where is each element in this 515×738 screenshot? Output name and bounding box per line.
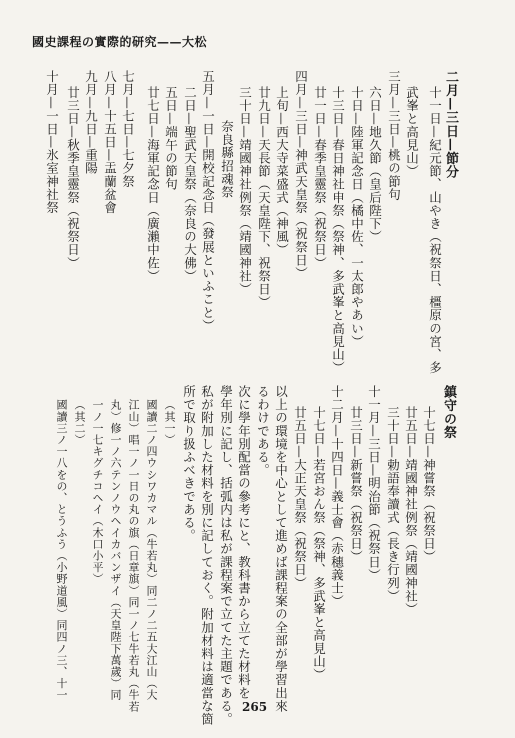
text-column: 八月—十五日—盂蘭盆會 xyxy=(102,70,118,215)
text-column: 奈良縣招魂祭 xyxy=(219,120,235,199)
text-column: 廿七日—海軍記念日（廣瀨中佐） xyxy=(145,86,161,283)
text-column: 九月—九日—重陽 xyxy=(83,70,99,175)
text-column: 十七日—神嘗祭（祝祭日） xyxy=(421,406,437,564)
paragraph-column: 國讀二ノ四ウシワカマル（牛若丸）同二ノ二五大江山（大 xyxy=(145,399,158,701)
text-column: 十一月—三日—明治節（祝祭日） xyxy=(366,385,382,582)
text-column: 廿九日—天長節（天皇陛下、祝祭日） xyxy=(256,86,272,309)
text-column: 十三日—春日神社申祭（祭神、多武峯と高見山） xyxy=(330,86,346,375)
paragraph-column: 丸）修一ノ六テンノウヘイカバンザイ（天皇陛下萬歲）同 xyxy=(109,399,122,701)
text-column: 四月—三日—神武天皇祭（祝祭日） xyxy=(293,70,309,280)
text-column: 二日—聖武天皇祭（奈良の大佛） xyxy=(182,86,198,283)
text-column: 廿一日—春季皇靈祭（祝祭日） xyxy=(312,86,328,270)
paragraph-column: 國讀三ノ一八をの、とうふう（小野道風）同四ノ三、十一 xyxy=(55,399,68,701)
paragraph-column: 次に學年別配當の參考にと、教科書から立てた材料を xyxy=(236,385,252,700)
paragraph-column: 學年別に記し、括弧内は私が課程案で立てた主題である。 xyxy=(218,385,234,726)
section-heading: 鎮守の祭 xyxy=(441,385,456,440)
running-title: 國史課程の實際的研究——大松 xyxy=(32,35,208,49)
text-column: 廿三日—新嘗祭（祝祭日） xyxy=(348,406,364,564)
text-column: 十一日—紀元節、山やき（祝祭日、橿原の宮、多 xyxy=(427,86,443,375)
paragraph-column: 以上の環境を中心として進めば課程案の全部が學習出來 xyxy=(273,385,289,713)
text-column: 三十日—靖國神社例祭（靖國神社） xyxy=(237,86,253,296)
text-column: 三十日—勅語奉讀式（長き行列） xyxy=(385,406,401,603)
text-column: 六日—地久節（皇后陛下） xyxy=(367,86,383,244)
paragraph-column: るわけである。 xyxy=(255,385,271,477)
text-column: 五日—端午の節句 xyxy=(163,86,179,191)
text-column: 上旬—西大寺菜盛式（神風） xyxy=(274,86,290,257)
text-column: 五月—一日—開校記念日（發展といふこと） xyxy=(200,70,216,332)
text-column: 二月—三日—節分 xyxy=(443,70,458,179)
paragraph-column: 私が附加した材料を別に記しておく。附加材料は適當な箇 xyxy=(199,385,215,726)
text-column: 武峯と高見山） xyxy=(404,86,420,178)
page-number: 265 xyxy=(242,700,268,714)
subsection-label: （其二） xyxy=(73,399,86,446)
text-column: 七月—七日—七夕祭 xyxy=(120,70,136,188)
paragraph-column: 江山）唱一ノ一日の丸の旗（日章旗）同一ノ七牛若丸（牛若 xyxy=(127,399,140,713)
paragraph-column: 一ノ一七キグチコヘイ（木口小平） xyxy=(91,399,104,585)
subsection-label: （其一） xyxy=(163,399,176,446)
text-column: 三月—三日—桃の節句 xyxy=(386,70,402,201)
text-column: 廿三日—秋季皇靈祭（祝祭日） xyxy=(65,86,81,270)
paragraph-column: 所で取り扱ふべきである。 xyxy=(181,385,197,543)
text-column: 十日—陸軍記念日（橘中佐、一太郎やあい） xyxy=(349,86,365,348)
text-column: 十月—一日—氷室神社祭 xyxy=(44,70,60,215)
text-column: 十二月—十四日—義士會（赤穗義士） xyxy=(329,385,345,608)
text-column: 廿五日—大正天皇祭（祝祭日） xyxy=(292,406,308,590)
text-column: 十七日—若宮おん祭（祭神、多武峯と高見山） xyxy=(311,406,327,682)
text-column: 廿五日—靖國神社例祭（靖國神社） xyxy=(403,406,419,616)
